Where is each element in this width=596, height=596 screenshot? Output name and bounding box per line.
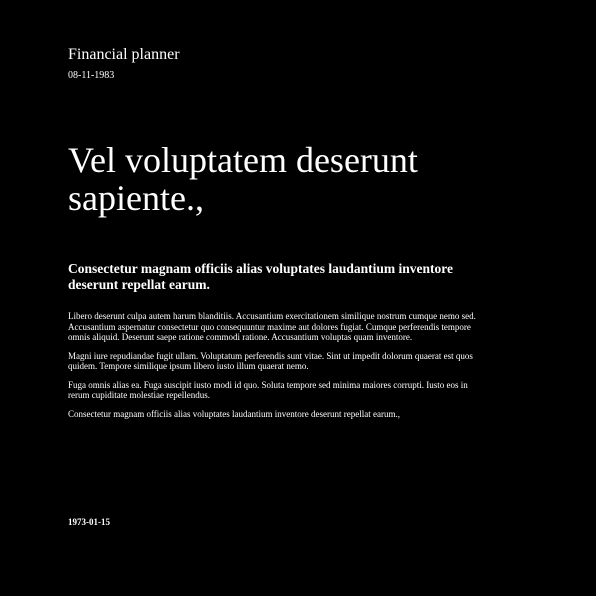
document-title: Financial planner [68, 46, 180, 63]
headline: Vel voluptatem deserunt sapiente., [68, 140, 418, 218]
body-text [68, 311, 478, 427]
paragraph: Magni iure repudiandae fugit ullam. Voluptatum perferendis sunt vitae. Sint ut impedit dolorum quaerat est quos quidem. Tempore similique ipsum libero iusto illum quaerat nemo. [68, 350, 473, 371]
header-date: 08-11-1983 [68, 70, 115, 81]
paragraph: Consectetur magnam officiis alias voluptates laudantium inventore deserunt repellat earum., [68, 408, 400, 419]
subheading: Consectetur magnam officiis alias voluptates laudantium inventore deserunt repellat earum. [68, 261, 454, 292]
paragraph: Fuga omnis alias ea. Fuga suscipit iusto modi id quo. Soluta tempore sed minima maiores corrupti. Iusto eos in rerum cupiditate molestiae repellendus. [68, 379, 468, 400]
document-page [68, 0, 478, 596]
paragraph: Libero deserunt culpa autem harum blanditiis. Accusantium exercitationem similique nostrum cumque nemo sed. Accusantium aspernatur consectetur quo consequuntur maxime aut dolores fugiat. Cumque perferendis tempore omnis aliquid. Deserunt saepe ratione commodi ratione. Accusantium voluptas quam inventore. [68, 311, 476, 342]
footer-date: 1973-01-15 [68, 517, 110, 527]
